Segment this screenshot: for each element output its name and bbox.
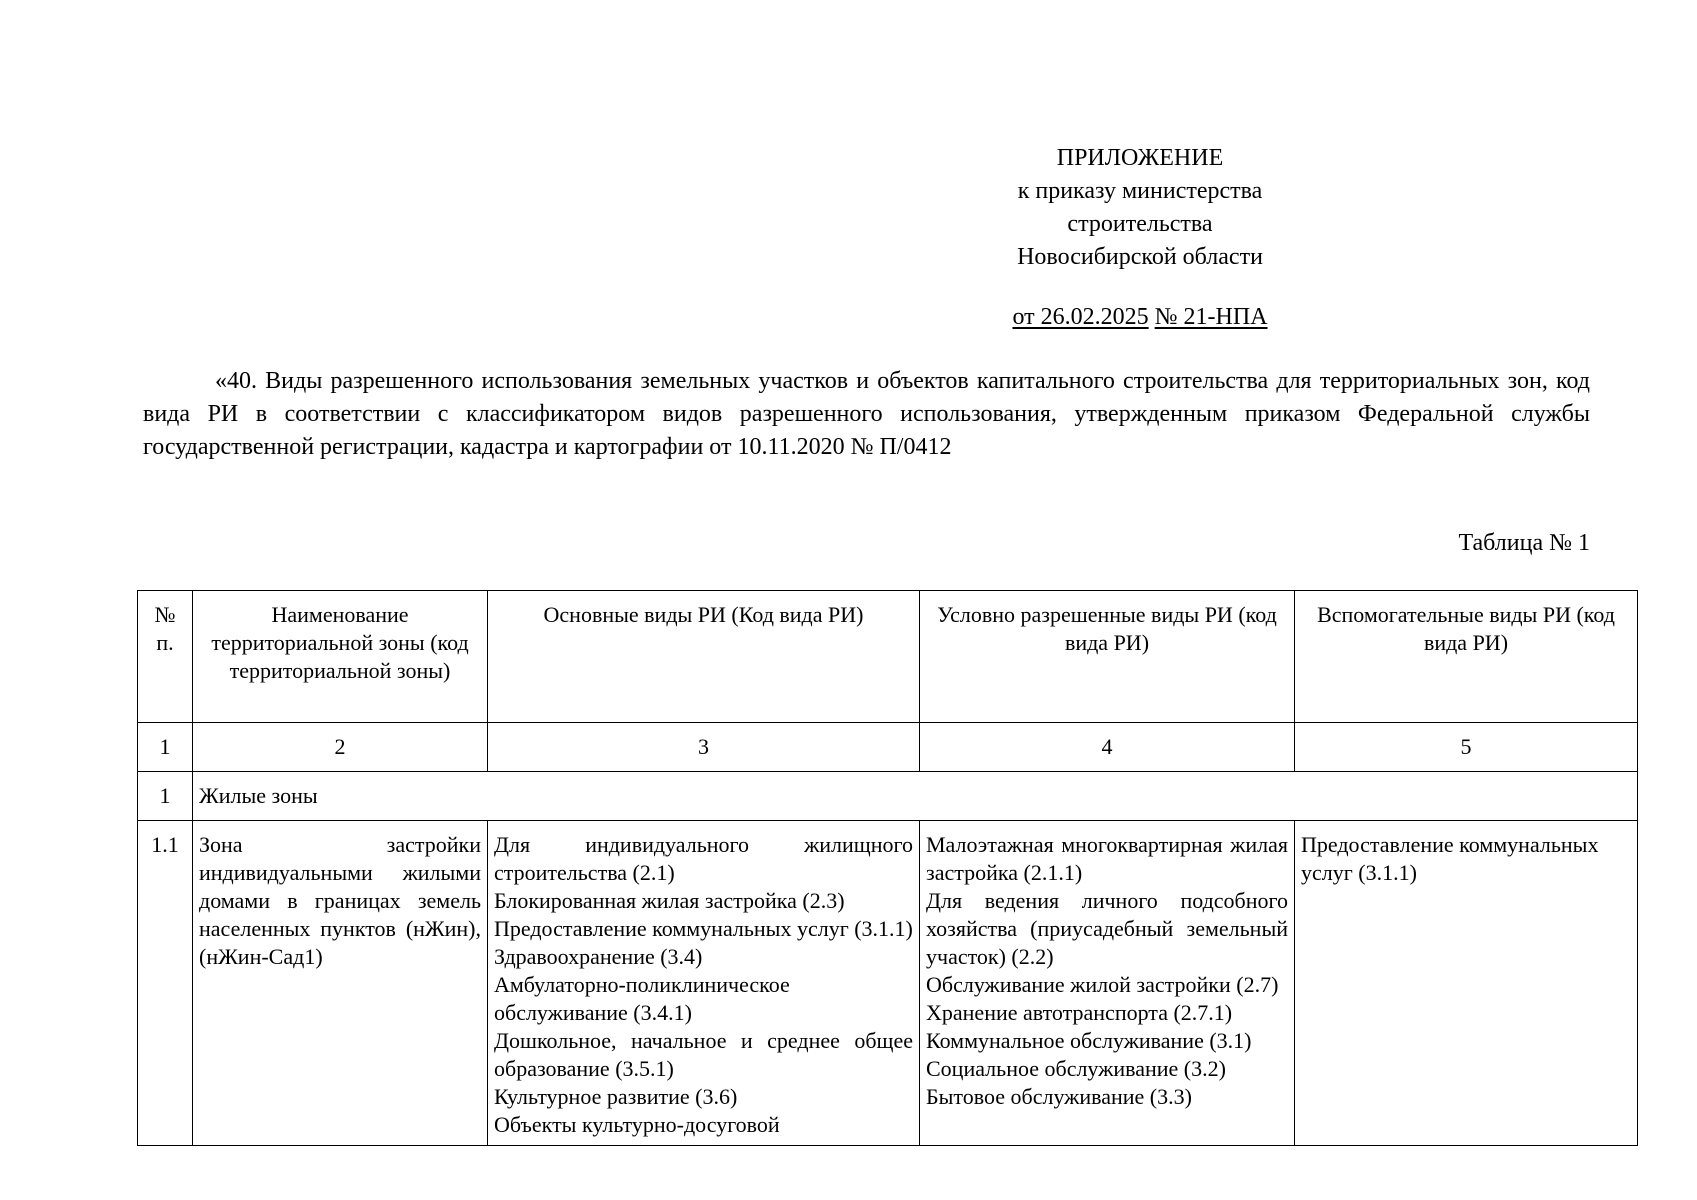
- main-use-item: Здравоохранение (3.4): [494, 944, 703, 969]
- main-use-item: Предоставление коммунальных услуг (3.1.1): [494, 916, 913, 941]
- header-conditional-uses: Условно разрешенные виды РИ (код вида РИ): [920, 591, 1295, 723]
- conditional-use-item: Обслуживание жилой застройки (2.7): [926, 972, 1279, 997]
- conditional-use-item: Социальное обслуживание (3.2): [926, 1056, 1226, 1081]
- table-header-row: [138, 591, 1638, 723]
- column-number: 1: [138, 723, 193, 772]
- appendix-header: [960, 142, 1320, 334]
- conditional-use-item: Малоэтажная многоквартирная жилая застройка (2.1.1): [926, 832, 1288, 885]
- main-use-item: Для индивидуального жилищного строительства (2.1): [494, 832, 913, 885]
- column-number: 4: [920, 723, 1295, 772]
- table-row: [138, 821, 1638, 1146]
- row-number: 1.1: [138, 821, 193, 1146]
- section-number: 1: [138, 772, 193, 821]
- header-zone-name: Наименование территориальной зоны (код территориальной зоны): [193, 591, 488, 723]
- order-number: № 21-НПА: [1154, 304, 1268, 330]
- conditional-use-item: Коммунальное обслуживание (3.1): [926, 1028, 1252, 1053]
- zone-name: Зона застройки индивидуальными жилыми домами в границах земель населенных пунктов (нЖин), (нЖин-Сад1): [193, 821, 488, 1146]
- column-number: 2: [193, 723, 488, 772]
- column-number: 5: [1295, 723, 1638, 772]
- main-use-item: Амбулаторно-поликлиническое обслуживание (3.4.1): [494, 972, 790, 1025]
- main-use-item: Объекты культурно-досуговой: [494, 1112, 780, 1137]
- column-number: 3: [488, 723, 920, 772]
- header-auxiliary-uses: Вспомогательные виды РИ (код вида РИ): [1295, 591, 1638, 723]
- section-row: [138, 772, 1638, 821]
- main-uses-cell: [488, 821, 920, 1146]
- section-title: Жилые зоны: [193, 772, 1638, 821]
- main-use-item: Блокированная жилая застройка (2.3): [494, 888, 845, 913]
- column-numbers-row: [138, 723, 1638, 772]
- conditional-use-item: Хранение автотранспорта (2.7.1): [926, 1000, 1233, 1025]
- conditional-use-item: Для ведения личного подсобного хозяйства (приусадебный земельный участок) (2.2): [926, 888, 1288, 969]
- table-caption: Таблица № 1: [1458, 530, 1590, 556]
- main-use-item: Культурное развитие (3.6): [494, 1084, 738, 1109]
- auxiliary-use-item: Предоставление коммунальных услуг (3.1.1): [1301, 832, 1599, 885]
- header-main-uses: Основные виды РИ (Код вида РИ): [488, 591, 920, 723]
- appendix-subtitle-line2: Новосибирской области: [1017, 244, 1263, 270]
- conditional-use-item: Бытовое обслуживание (3.3): [926, 1084, 1192, 1109]
- conditional-uses-cell: [920, 821, 1295, 1146]
- appendix-subtitle-line1: к приказу министерства строительства: [1017, 178, 1263, 237]
- header-number: № п.: [138, 591, 193, 723]
- order-date: от 26.02.2025: [1012, 304, 1149, 330]
- land-use-table: [137, 590, 1638, 1146]
- order-date-number: [960, 301, 1320, 334]
- intro-paragraph: «40. Виды разрешенного использования земельных участков и объектов капитального строительства для территориальных зон, код вида РИ в соответствии с классификатором видов разрешенного использования, утвержденным приказом Федеральной службы государственной регистрации, кадастра и картографии от 10.11.2020 № П/0412: [143, 368, 1590, 460]
- appendix-title: ПРИЛОЖЕНИЕ: [1056, 145, 1224, 171]
- auxiliary-uses-cell: [1295, 821, 1638, 1146]
- main-use-item: Дошкольное, начальное и среднее общее образование (3.5.1): [494, 1028, 913, 1081]
